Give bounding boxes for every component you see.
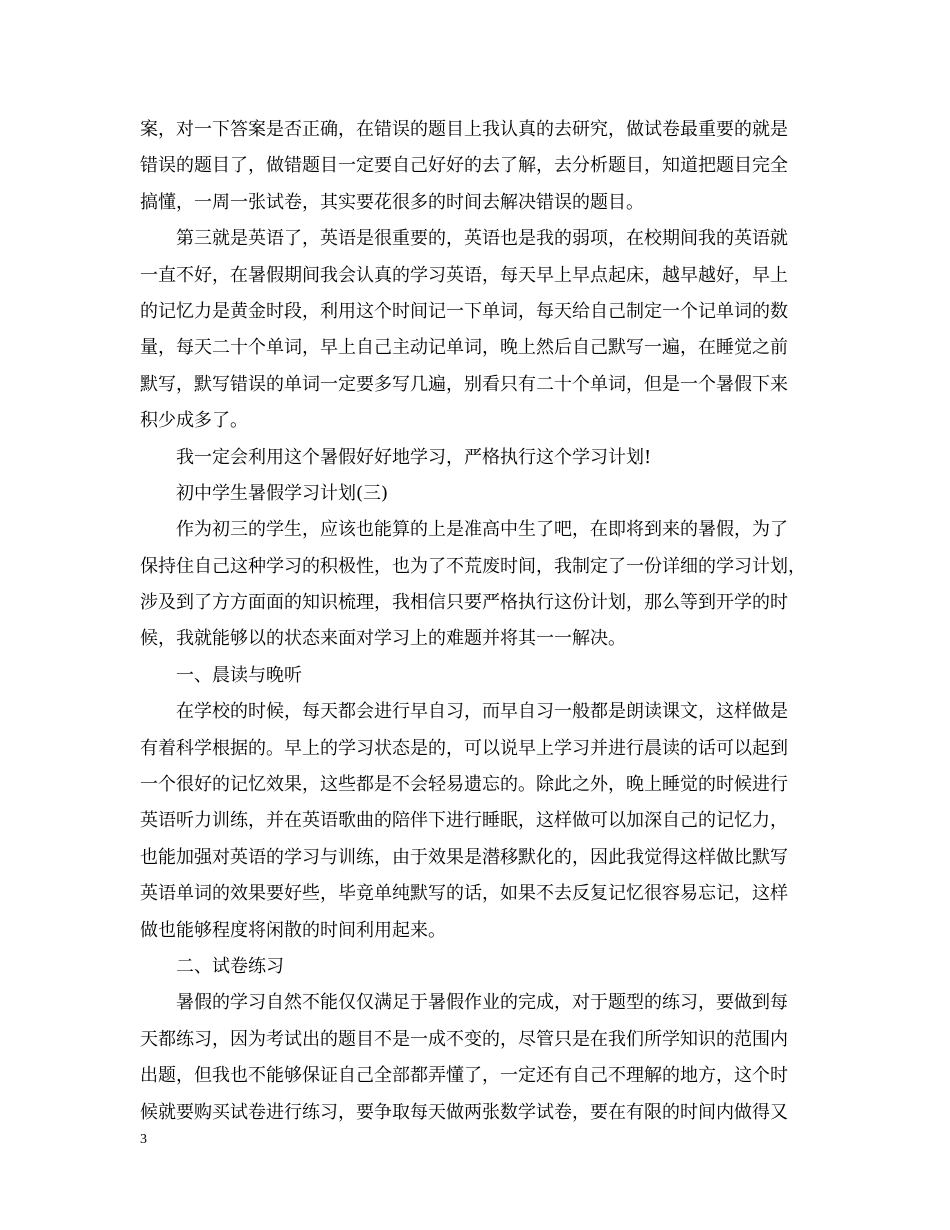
- document-body: [140, 112, 820, 1131]
- text-line: 案，对一下答案是否正确，在错误的题目上我认真的去研究，做试卷最重要的就是: [140, 119, 788, 140]
- text-line: 一个很好的记忆效果，这些都是不会轻易遗忘的。除此之外，晚上睡觉的时候进行: [140, 774, 788, 796]
- text-line: 默写，默写错误的单词一定要多写几遍，别看只有二十个单词，但是一个暑假下来: [140, 373, 788, 395]
- text-line: 天都练习，因为考试出的题目不是一成不变的，尽管只是在我们所学知识的范围内: [140, 1028, 788, 1050]
- text-line: 也能加强对英语的学习与训练，由于效果是潜移默化的，因此我觉得这样做比默写: [140, 846, 788, 868]
- text-line: 英语听力训练，并在英语歌曲的陪伴下进行睡眠，这样做可以加深自己的记忆力，: [140, 810, 788, 832]
- text-line: 我一定会利用这个暑假好好地学习，严格执行这个学习计划!: [176, 446, 652, 468]
- text-line: 做也能够程度将闲散的时间利用起来。: [140, 919, 446, 941]
- text-line: 暑假的学习自然不能仅仅满足于暑假作业的完成，对于题型的练习，要做到每: [176, 992, 788, 1014]
- text-line: 候，我就能够以的状态来面对学习上的难题并将其一一解决。: [140, 628, 626, 650]
- text-line: 错误的题目了，做错题目一定要自己好好的去了解，去分析题目，知道把题目完全: [140, 155, 788, 177]
- text-line: 一、晨读与晚听: [176, 664, 302, 686]
- text-line: 积少成多了。: [140, 410, 248, 432]
- text-line: 涉及到了方方面面的知识梳理，我相信只要严格执行这份计划，那么等到开学的时: [140, 592, 788, 614]
- page-number: 3: [140, 1132, 147, 1147]
- text-line: 作为初三的学生，应该也能算的上是准高中生了吧，在即将到来的暑假，为了: [176, 519, 788, 541]
- text-line: 一直不好，在暑假期间我会认真的学习英语，每天早上早点起床，越早越好，早上: [140, 264, 788, 286]
- text-line: 搞懂，一周一张试卷，其实要花很多的时间去解决错误的题目。: [140, 191, 644, 213]
- text-line: 第三就是英语了，英语是很重要的，英语也是我的弱项，在校期间我的英语就: [176, 228, 788, 250]
- text-line: 候就要购买试卷进行练习，要争取每天做两张数学试卷，要在有限的时间内做得又: [140, 1101, 788, 1123]
- text-line: 在学校的时候，每天都会进行早自习，而早自习一般都是朗读课文，这样做是: [176, 701, 788, 723]
- text-line: 出题，但我也不能够保证自己全部都弄懂了，一定还有自己不理解的地方，这个时: [140, 1065, 788, 1087]
- text-line: 初中学生暑假学习计划(三): [176, 482, 389, 504]
- text-line: 保持住自己这种学习的积极性，也为了不荒废时间，我制定了一份详细的学习计划，: [140, 555, 806, 577]
- text-line: 量，每天二十个单词，早上自己主动记单词，晚上然后自己默写一遍，在睡觉之前: [140, 337, 788, 359]
- text-line: 有着科学根据的。早上的学习状态是的，可以说早上学习并进行晨读的话可以起到: [140, 737, 788, 759]
- text-line: 二、试卷练习: [176, 955, 284, 977]
- text-line: 英语单词的效果要好些，毕竟单纯默写的话，如果不去反复记忆很容易忘记，这样: [140, 883, 788, 905]
- text-line: 的记忆力是黄金时段，利用这个时间记一下单词，每天给自己制定一个记单词的数: [140, 300, 788, 322]
